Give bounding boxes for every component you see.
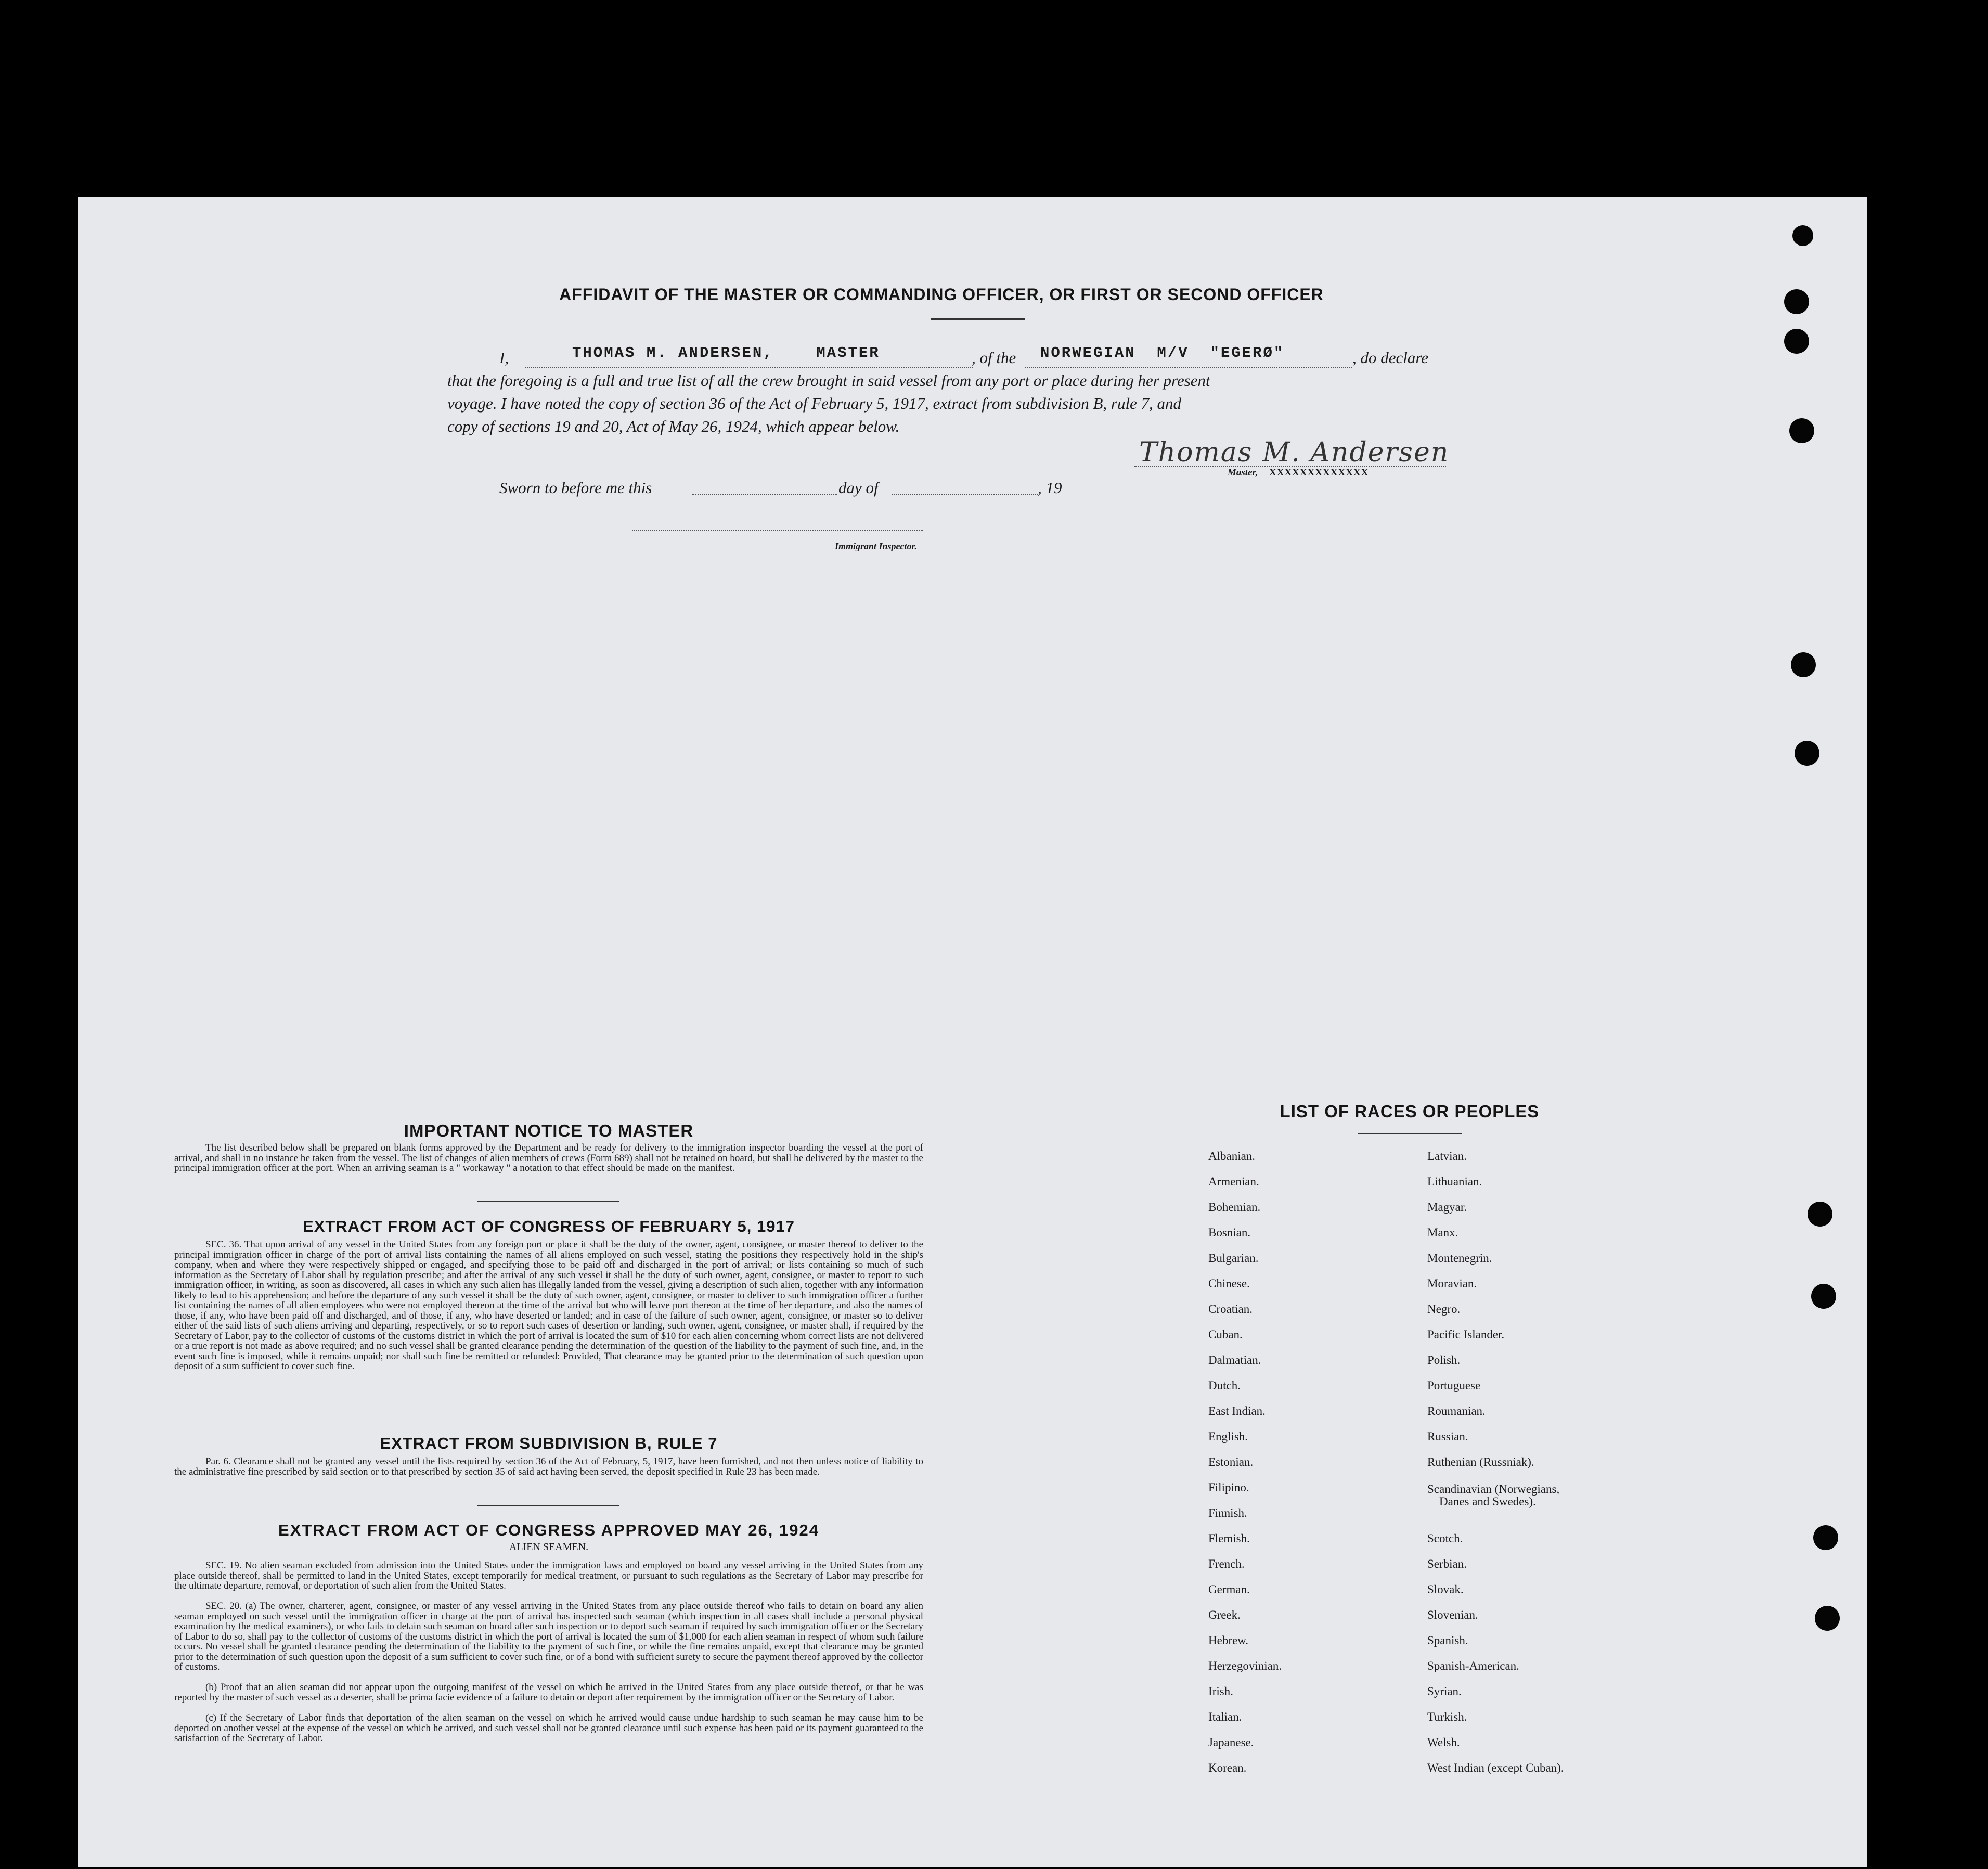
race-item: Pacific Islander. xyxy=(1427,1328,1505,1341)
affidavit-title: AFFIDAVIT OF THE MASTER OR COMMANDING OFFICER, OR FIRST OR SECOND OFFICER xyxy=(559,285,1324,304)
race-item: Montenegrin. xyxy=(1427,1252,1492,1265)
race-item: Japanese. xyxy=(1208,1736,1254,1749)
race-item: Slovenian. xyxy=(1427,1608,1478,1621)
extract-1917-title: EXTRACT FROM ACT OF CONGRESS OF FEBRUARY 5, 1917 xyxy=(303,1217,795,1235)
rule-7-text: Par. 6. Clearance shall not be granted any vessel until the lists required by section 36 of the Act of February, 5, 1917, have been furnished, and not then unless notice of liability to the administrative fine prescribed by said section or to that prescribed by section 35 of said act having been served, the deposit specified in Rule 23 has been made. xyxy=(174,1456,923,1477)
section-20a-text: SEC. 20. (a) The owner, charterer, agent, consignee, or master of any vessel arriving in the United States from any place outside thereof who fails to detain on board any alien seaman employed on such vessel until the immigration officer in charge at the port of arrival has inspected such seaman (which inspection in all cases shall include a personal physical examination by the medical examiners), or who fails to detain such seaman on board after such inspection or to deport such seaman if required by such immigration officer or the Secretary of Labor to do so, shall pay to the collector of customs of the customs district in which the port of arrival is located the sum of $1,000 for each alien seaman in respect of whom such failure occurs. No vessel shall be granted clearance pending the determination of the liability to the payment of such fine, or while the fine remains unpaid, except that clearance may be granted prior to the determination of such question upon the deposit of a sum sufficient to cover such fine, or of a bond with sufficient surety to secure the payment thereof approved by the collector of customs. xyxy=(174,1601,923,1672)
race-item: Italian. xyxy=(1208,1710,1242,1723)
race-item: West Indian (except Cuban). xyxy=(1427,1761,1564,1774)
struck-title: XXXXXXXXXXXXX xyxy=(1269,467,1369,478)
race-item: Latvian. xyxy=(1427,1150,1467,1163)
race-item: Chinese. xyxy=(1208,1277,1250,1290)
notice-text: The list described below shall be prepared on blank forms approved by the Department and be ready for delivery to the immigration inspector boarding the vessel at the port of arrival, and shall in no instance be taken from the vessel. The list of changes of alien members of crews (Form 689) shall not be retained on board, but shall be delivered by the master to the principal immigration officer at the port. When an arriving seaman is a " workaway " a notation to that effect should be made on the manifest. xyxy=(174,1142,923,1174)
punch-hole xyxy=(1784,329,1809,354)
punch-hole xyxy=(1791,652,1816,677)
do-declare-label: , do declare xyxy=(1352,349,1429,367)
race-item: Hebrew. xyxy=(1208,1634,1249,1647)
divider xyxy=(931,318,1025,320)
extract-1924-subtitle: ALIEN SEAMEN. xyxy=(509,1541,589,1553)
race-item: Greek. xyxy=(1208,1608,1241,1621)
vessel-line xyxy=(1025,367,1352,368)
punch-hole xyxy=(1813,1525,1838,1550)
divider xyxy=(1358,1133,1462,1134)
race-item: Estonian. xyxy=(1208,1455,1254,1468)
race-item: German. xyxy=(1208,1583,1250,1596)
race-item: Russian. xyxy=(1427,1430,1468,1443)
master-label: Master, xyxy=(1228,467,1258,478)
race-item: Lithuanian. xyxy=(1427,1175,1482,1188)
punch-hole xyxy=(1815,1606,1840,1631)
name-line xyxy=(525,367,973,368)
section-20c-text: (c) If the Secretary of Labor finds that deportation of the alien seaman on the vessel on which he arrived would cause undue hardship to such seaman he may cause him to be deported on another vessel at the expense of the vessel on which he arrived, and such vessel shall not be granted clearance until such expense has been paid or its payment guaranteed to the satisfaction of the Secretary of Labor. xyxy=(174,1712,923,1744)
signature-line xyxy=(1134,466,1446,467)
punch-hole xyxy=(1795,741,1819,766)
race-item: Albanian. xyxy=(1208,1150,1256,1163)
race-item: French. xyxy=(1208,1557,1245,1570)
divider xyxy=(477,1201,619,1202)
vessel-name: NORWEGIAN M/V "EGERØ" xyxy=(1040,344,1285,362)
extract-1924-title: EXTRACT FROM ACT OF CONGRESS APPROVED MAY 26, 1924 xyxy=(278,1521,819,1539)
year-label: , 19 xyxy=(1038,479,1062,497)
of-the-label: , of the xyxy=(972,349,1016,367)
day-of-label: day of xyxy=(838,479,879,497)
races-title: LIST OF RACES OR PEOPLES xyxy=(1280,1102,1540,1121)
master-signature: Thomas M. Andersen xyxy=(1139,437,1450,468)
race-item: Spanish-American. xyxy=(1427,1659,1519,1672)
race-item: Bosnian. xyxy=(1208,1226,1251,1239)
sworn-day-line xyxy=(692,494,837,495)
rule-7-title: EXTRACT FROM SUBDIVISION B, RULE 7 xyxy=(380,1434,718,1452)
race-item: Moravian. xyxy=(1427,1277,1477,1290)
inspector-label: Immigrant Inspector. xyxy=(835,541,918,551)
inspector-signature-line xyxy=(632,530,923,531)
race-item: Manx. xyxy=(1427,1226,1458,1239)
race-item: Irish. xyxy=(1208,1685,1233,1698)
race-item: Portuguese xyxy=(1427,1379,1481,1392)
race-item: Turkish. xyxy=(1427,1710,1467,1723)
race-item: Welsh. xyxy=(1427,1736,1460,1749)
race-item: Dutch. xyxy=(1208,1379,1241,1392)
race-item: Armenian. xyxy=(1208,1175,1259,1188)
race-item: Scandinavian (Norwegians, Danes and Swedes). xyxy=(1427,1483,1560,1508)
race-item: Flemish. xyxy=(1208,1532,1250,1545)
section-19-text: SEC. 19. No alien seaman excluded from admission into the United States under the immigration laws and employed on board any vessel arriving in the United States from any place outside thereof, shall be permitted to land in the United States, except temporarily for medical treatment, or pursuant to such regulations as the Secretary of Labor may prescribe for the ultimate departure, removal, or deportation of such alien from the United States. xyxy=(174,1560,923,1591)
race-item: Polish. xyxy=(1427,1354,1461,1367)
race-item: Negro. xyxy=(1427,1303,1461,1316)
race-item: Finnish. xyxy=(1208,1506,1247,1519)
race-item: Croatian. xyxy=(1208,1303,1253,1316)
race-item: Cuban. xyxy=(1208,1328,1243,1341)
sworn-month-line xyxy=(892,494,1038,495)
punch-hole xyxy=(1789,418,1814,443)
affidavit-line-3: voyage. I have noted the copy of section 36 of the Act of February 5, 1917, extract from subdivision B, rule 7, and xyxy=(447,394,1182,413)
affidavit-line-2: that the foregoing is a full and true list of all the crew brought in said vessel from any port or place during her present xyxy=(447,371,1210,390)
race-item: East Indian. xyxy=(1208,1404,1266,1417)
race-item: Dalmatian. xyxy=(1208,1354,1261,1367)
race-item: Slovak. xyxy=(1427,1583,1464,1596)
notice-title: IMPORTANT NOTICE TO MASTER xyxy=(404,1121,694,1140)
sworn-label: Sworn to before me this xyxy=(499,479,652,497)
master-name: THOMAS M. ANDERSEN, MASTER xyxy=(572,344,880,362)
divider xyxy=(477,1505,619,1506)
punch-hole xyxy=(1792,225,1813,246)
race-item: Magyar. xyxy=(1427,1201,1467,1214)
punch-hole xyxy=(1811,1284,1836,1309)
race-item: English. xyxy=(1208,1430,1248,1443)
race-item: Ruthenian (Russniak). xyxy=(1427,1455,1534,1468)
affidavit-line-4: copy of sections 19 and 20, Act of May 26, 1924, which appear below. xyxy=(447,417,900,435)
race-item: Roumanian. xyxy=(1427,1404,1486,1417)
race-item: Syrian. xyxy=(1427,1685,1462,1698)
punch-hole xyxy=(1784,289,1809,314)
race-item: Filipino. xyxy=(1208,1481,1249,1494)
race-item: Serbian. xyxy=(1427,1557,1467,1570)
race-item: Bohemian. xyxy=(1208,1201,1261,1214)
race-item: Bulgarian. xyxy=(1208,1252,1259,1265)
affidavit-i: I, xyxy=(499,349,509,367)
punch-hole xyxy=(1808,1202,1832,1227)
race-item: Korean. xyxy=(1208,1761,1247,1774)
race-item: Spanish. xyxy=(1427,1634,1468,1647)
extract-1917-text: SEC. 36. That upon arrival of any vessel in the United States from any foreign port or place it shall be the duty of the owner, agent, consignee, or master thereof to deliver to the principal immigration officer in charge of the port of arrival lists containing the names of all aliens employed on such vessel, stating the positions they respectively hold in the ship's company, when and where they were respectively shipped or engaged, and specifying those to be paid off and discharged in the port of arrival; or lists containing so much of such information as the Secretary of Labor shall by regulation prescribe; and after the arrival of any such vessel it shall be the duty of such owner, agent, consignee, or master to report to such immigration officer, in writing, as soon as discovered, all cases in which any such alien has illegally landed from the vessel, giving a description of such alien, together with any information likely to lead to his apprehension; and before the departure of any such vessel it shall be the duty of such owner, agent, consignee, or master to deliver to such immigration officer a further list containing the names of all alien employees who were not employed thereon at the time of the arrival but who will leave port thereon at the time of her departure, and also the names of those, if any, who have been paid off and discharged, and of those, if any, who have deserted or landed; and in case of the failure of such owner, agent, consignee, or master so to deliver either of the said lists of such aliens arriving and departing, respectively, or so to report such cases of desertion or landing, such owner, agent, consignee, or master shall, if required by the Secretary of Labor, pay to the collector of customs of the customs district in which the port of arrival is located the sum of $10 for each alien concerning whom correct lists are not delivered or a true report is not made as above required; and no such vessel shall be granted clearance pending the determination of the question of the liability to the payment of such fine, and, in the event such fine is imposed, while it remains unpaid; nor shall such fine be remitted or refunded: Provided, That clearance may be granted prior to the determination of such question upon deposit of a sum sufficient to cover such fine. xyxy=(174,1239,923,1372)
section-20b-text: (b) Proof that an alien seaman did not appear upon the outgoing manifest of the vessel on which he arrived in the United States from any place outside thereof, or that he was reported by the master of such vessel as a deserter, shall be prima facie evidence of a failure to detain or deport after requirement by the immigration officer or the Secretary of Labor. xyxy=(174,1682,923,1703)
race-item: Herzegovinian. xyxy=(1208,1659,1282,1672)
race-item: Scotch. xyxy=(1427,1532,1463,1545)
